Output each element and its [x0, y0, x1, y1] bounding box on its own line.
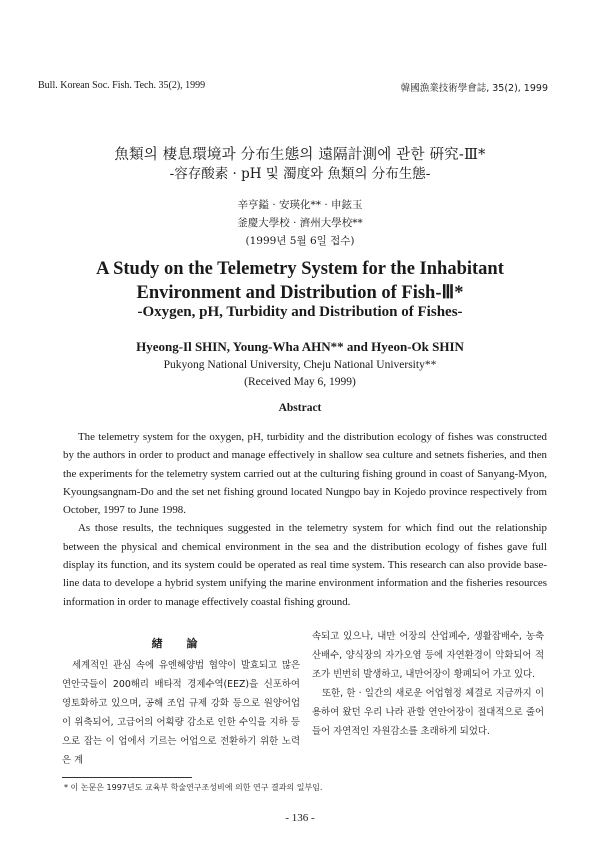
body-left-paragraph: 세계적인 관심 속에 유엔해양법 협약이 발효되고 많은 연안국들이 200해리 배타적 경제수역(EEZ)을 신포하여 영토화하고 있으며, 공해 조업 규제 강화 등으로 원양어업이 위축되어, 고급어의 어획량 감소로 인한 수익을 지하 등으로 잡는 이 업에서 기르는 어업으로 전환하기 위한 노력은 계 [62, 660, 300, 766]
english-subtitle: -Oxygen, pH, Turbidity and Distribution of Fishes- [137, 304, 463, 320]
korean-received-date: (1999년 5월 6일 접수) [245, 235, 355, 247]
english-title-line2: Environment and Distribution of Fish-Ⅲ* [136, 283, 464, 303]
abstract-paragraph-1: The telemetry system for the oxygen, pH, turbidity and the distribution ecology of fishes was constructed by the authors in order to product and manage effectively in shallow sea culture and setnets fisheries, and then the experiments for the telemetry system carried out at the culturing fishing ground in coast of Sanyang-Myon, Kyoungsangnam-Do and the set net fishing ground located Nungpo bay in Kojedo province respectively from October, 1997 to June 1998. [63, 431, 547, 517]
body-column-left [62, 657, 300, 770]
english-authors: Hyeong-Il SHIN, Young-Wha AHN** and Hyeon-Ok SHIN [136, 339, 464, 354]
korean-subtitle: -容存酸素 · pH 및 濁度와 魚類의 分布生態- [169, 166, 431, 182]
english-affiliations: Pukyong National University, Cheju National University** [163, 359, 437, 371]
english-title-line1: A Study on the Telemetry System for the Inhabitant [96, 259, 504, 279]
body-right-paragraph-2: 또한, 한 · 일간의 새로운 어업협정 체결로 지금까지 이용하여 왔던 우리 나라 관할 연안어장이 절대적으로 줄어들어 자연적인 자원감소를 초래하게 되었다. [312, 687, 544, 737]
korean-authors: 辛亨鎰 · 安瑛化** · 申鉉玉 [237, 199, 363, 211]
section-heading-introduction: 緖 論 [151, 637, 208, 650]
abstract-paragraph-2: As those results, the techniques suggested in the telemetry system for which find out the relationship between the physical and chemical environment in the sea and the distribution ecology of fishes gave full display its function, and its system could be operated as real time system. This research can also provide base-line data to develope a hybrid system unifying the marine environment information and the fisheries resources information in order to manage effectively coastal fishing ground. [63, 522, 547, 608]
body-right-paragraph-1: 속되고 있으나, 내만 어장의 산업폐수, 생활잡배수, 농축산배수, 양식장의 자가오염 등에 자연환경이 악화되어 적조가 빈번히 발생하고, 내만어장이 황폐되어 가고 있다. [312, 631, 544, 680]
english-received-date: (Received May 6, 1999) [244, 376, 356, 388]
korean-title: 魚類의 棲息環境과 分布生態의 遠隔計測에 관한 硏究-Ⅲ* [114, 147, 486, 163]
body-column-right [312, 628, 544, 741]
footnote: * 이 논문은 1997년도 교육부 학술연구조성비에 의한 연구 결과의 일부임. [64, 783, 323, 792]
abstract-heading: Abstract [278, 402, 322, 414]
footnote-divider [62, 777, 192, 778]
page-number: - 136 - [285, 812, 315, 824]
korean-affiliations: 釜慶大學校 · 濟州大學校** [237, 217, 363, 229]
running-header-korean: 韓國漁業技術學會誌, 35(2), 1999 [400, 83, 548, 94]
running-header-english: Bull. Korean Soc. Fish. Tech. 35(2), 1999 [38, 80, 206, 91]
abstract-body [63, 428, 547, 611]
